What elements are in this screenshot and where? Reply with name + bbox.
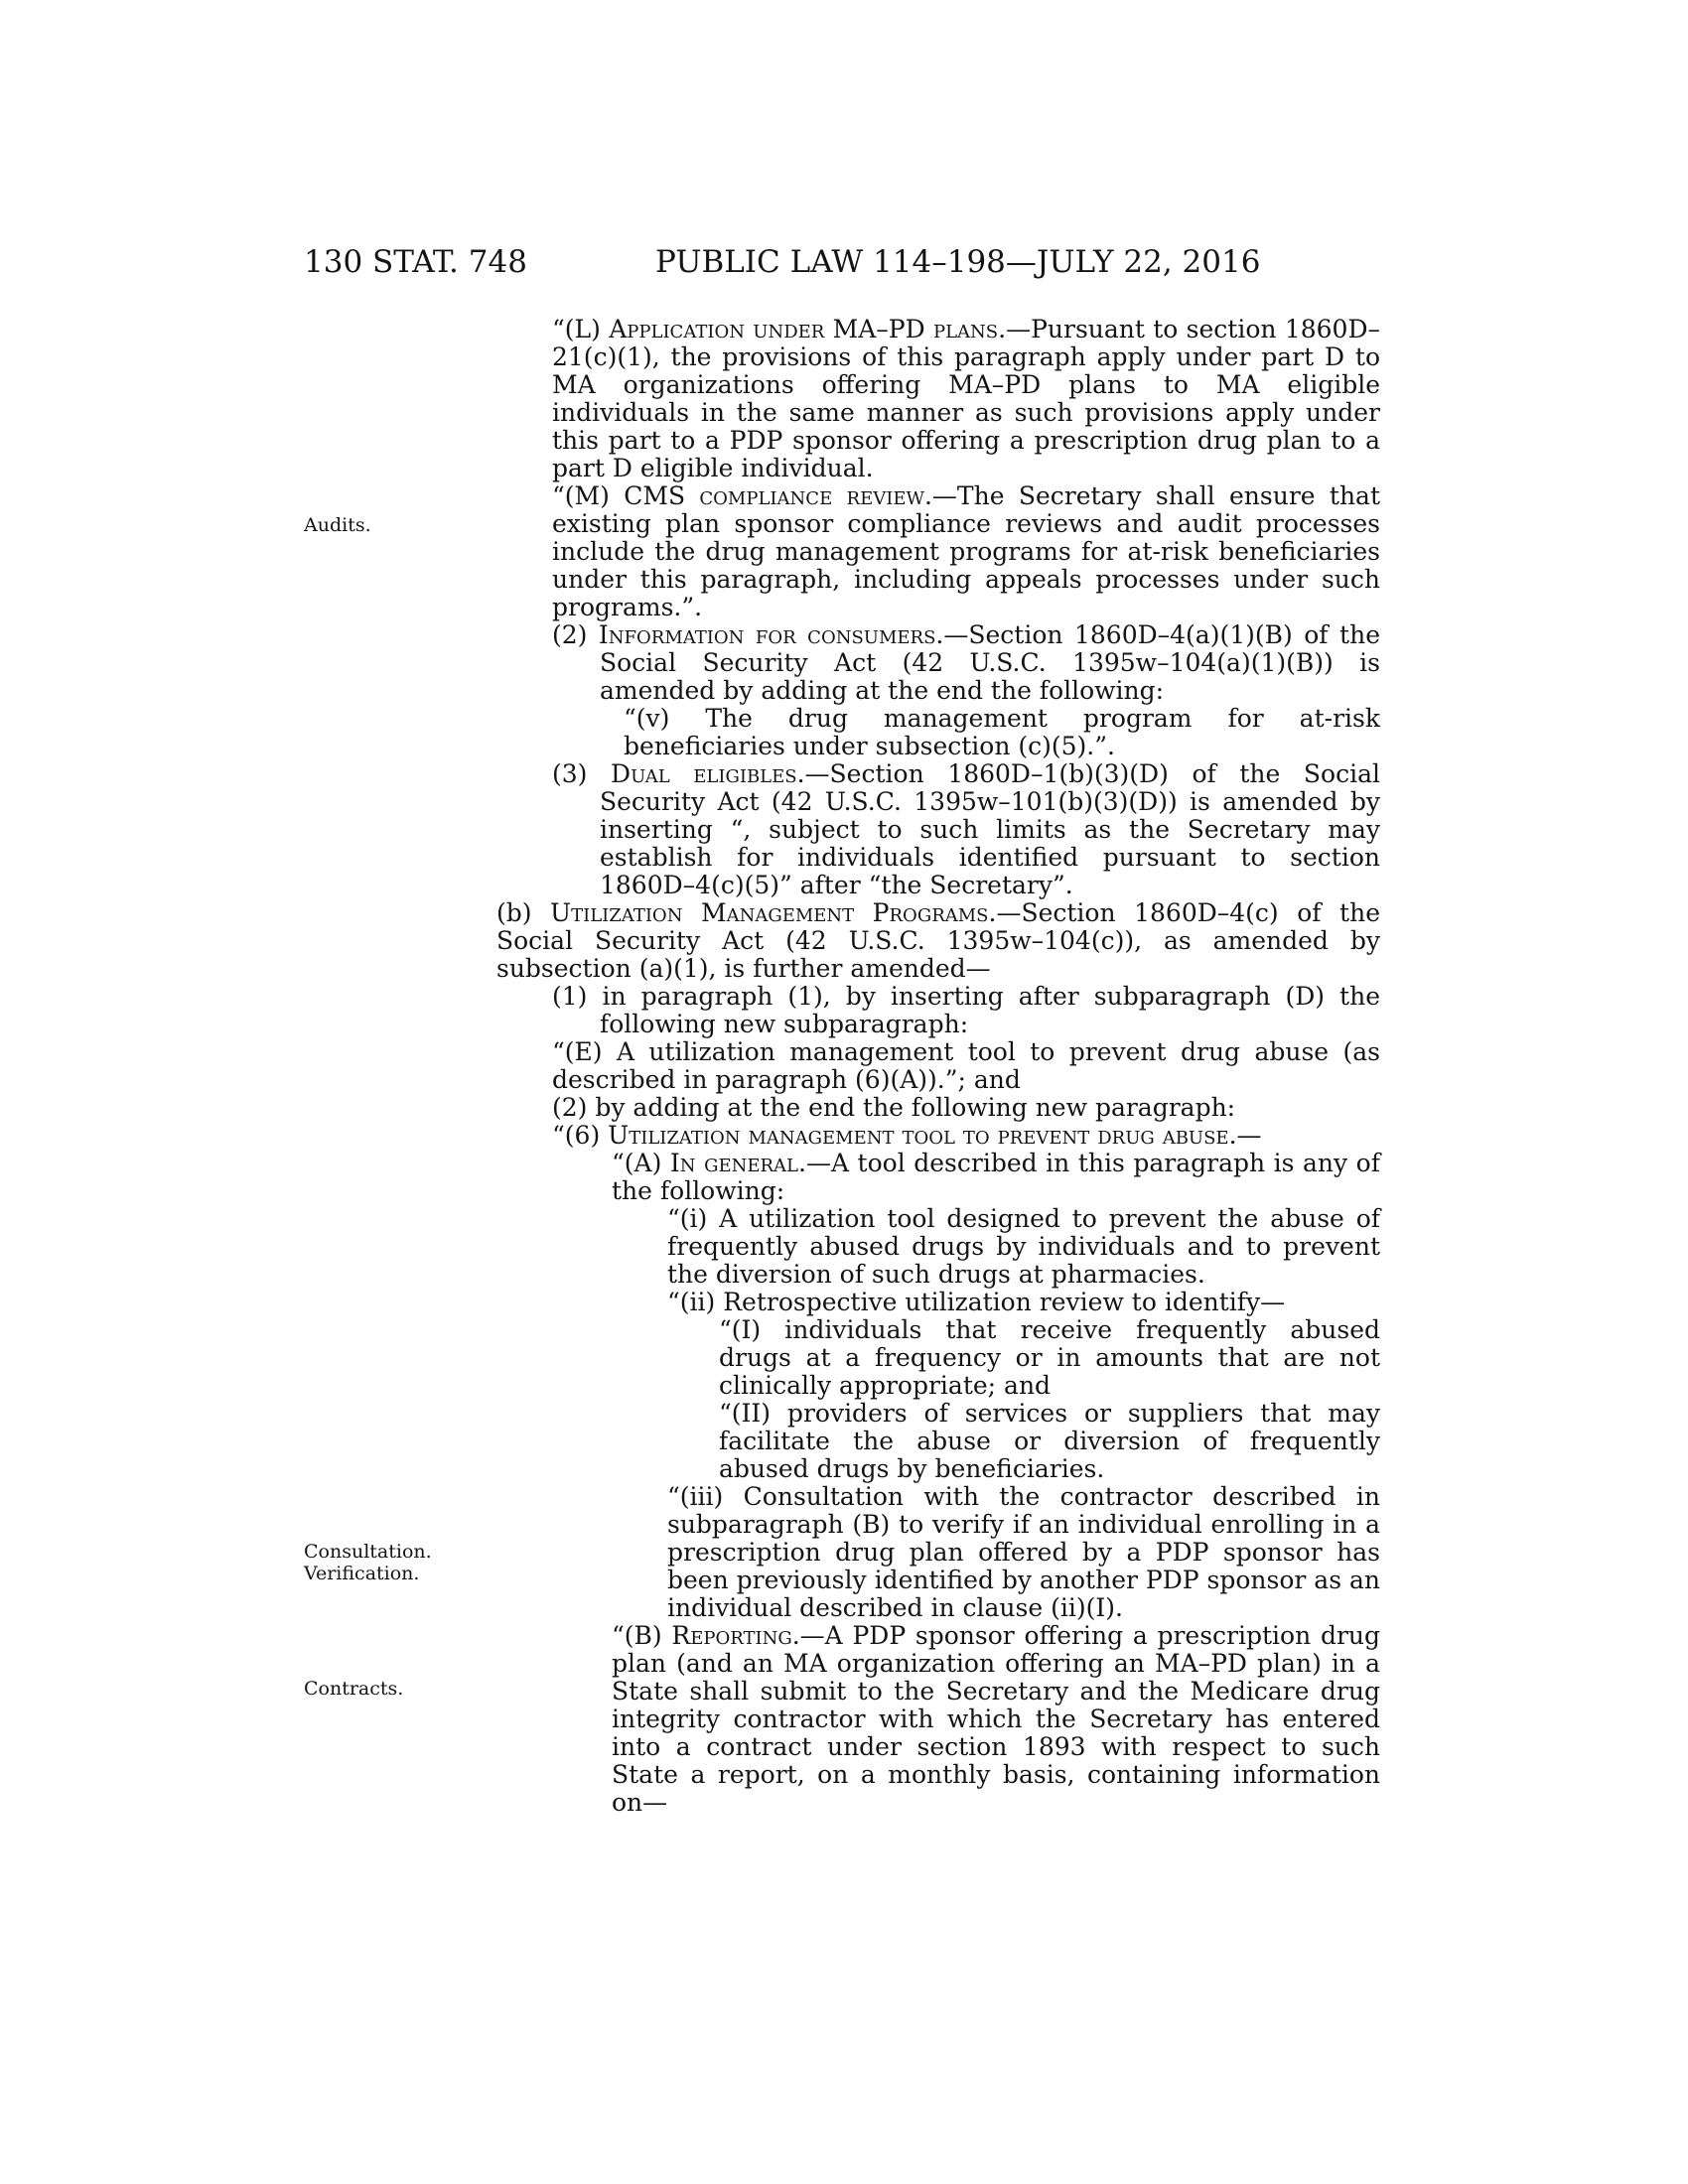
statute-body: [496, 316, 1380, 1817]
subparagraph-E: “(E) A utilization management tool to prevent drug abuse (as described in paragraph (6)(A)).”; and: [552, 1037, 1380, 1094]
subsection-b-utilization-management: (b) Utilization Management Programs.—Section 1860D–4(c) of the Social Security Act (42 U.S.C. 1395w–104(c)), as amended by subsection (a)(1), is further amended—: [496, 898, 1380, 983]
clause-ii: “(ii) Retrospective utilization review to identify—: [667, 1288, 1286, 1316]
margin-note-consultation: Consultation.: [304, 1541, 432, 1563]
page-header: [0, 244, 1688, 284]
amendment-2: (2) by adding at the end the following new paragraph:: [552, 1093, 1236, 1122]
margin-note-audits: Audits.: [304, 514, 371, 536]
paragraph-6-heading: “(6) Utilization management tool to prevent drug abuse.—: [552, 1121, 1262, 1150]
subparagraph-M: “(M) CMS compliance review.—The Secretary shall ensure that existing plan sponsor compliance reviews and audit processes include the drug management programs for at-risk beneficiaries under this paragraph, including appeals processes under such programs.”.: [552, 481, 1381, 621]
subparagraph-A-in-general: “(A) In general.—A tool described in this paragraph is any of the following:: [612, 1149, 1380, 1205]
margin-note-verification: Verification.: [304, 1563, 420, 1584]
subparagraph-L: “(L) Application under MA–PD plans.—Pursuant to section 1860D–21(c)(1), the provisions of this paragraph apply under part D to MA organizations offering MA–PD plans to MA eligible individuals in the same manner as such provisions apply under this part to a PDP sponsor offering a prescription drug plan to a part D eligible individual.: [552, 315, 1380, 482]
paragraph-2-information-for-consumers: (2) Information for consumers.—Section 1860D–4(a)(1)(B) of the Social Security Act (42 U.S.C. 1395w–104(a)(1)(B)) is amended by adding at the end the following:: [552, 620, 1380, 705]
clause-i: “(i) A utilization tool designed to prevent the abuse of frequently abused drugs by individuals and to prevent the diversion of such drugs at pharmacies.: [667, 1204, 1380, 1289]
margin-note-contracts: Contracts.: [304, 1678, 404, 1700]
clause-v: “(v) The drug management program for at-risk beneficiaries under subsection (c)(5).”.: [624, 704, 1380, 760]
clause-iii: “(iii) Consultation with the contractor described in subparagraph (B) to verify if an individual enrolling in a prescription drug plan offered by a PDP sponsor has been previously identified by another PDP sponsor as an individual described in clause (ii)(I).: [667, 1482, 1380, 1622]
amendment-1: (1) in paragraph (1), by inserting after subparagraph (D) the following new subparagraph:: [552, 982, 1380, 1038]
subparagraph-B-reporting: “(B) Reporting.—A PDP sponsor offering a prescription drug plan (and an MA organization offering an MA–PD plan) in a State shall submit to the Secretary and the Medicare drug integrity contractor with which the Secretary has entered into a contract under section 1893 with respect to such State a report, on a monthly basis, containing information on—: [612, 1621, 1381, 1817]
paragraph-3-dual-eligibles: (3) Dual eligibles.—Section 1860D–1(b)(3)(D) of the Social Security Act (42 U.S.C. 1395w–101(b)(3)(D)) is amended by inserting “, subject to such limits as the Secretary may establish for individuals identified pursuant to section 1860D–4(c)(5)” after “the Secretary”.: [552, 759, 1380, 899]
subclause-II: “(II) providers of services or suppliers that may facilitate the abuse or diversion of frequently abused drugs by beneficiaries.: [719, 1399, 1380, 1483]
statute-page-number: 130 STAT. 748: [304, 244, 527, 280]
running-title: PUBLIC LAW 114–198—JULY 22, 2016: [655, 244, 1261, 280]
subclause-I: “(I) individuals that receive frequently abused drugs at a frequency or in amounts that are not clinically appropriate; and: [719, 1315, 1380, 1400]
